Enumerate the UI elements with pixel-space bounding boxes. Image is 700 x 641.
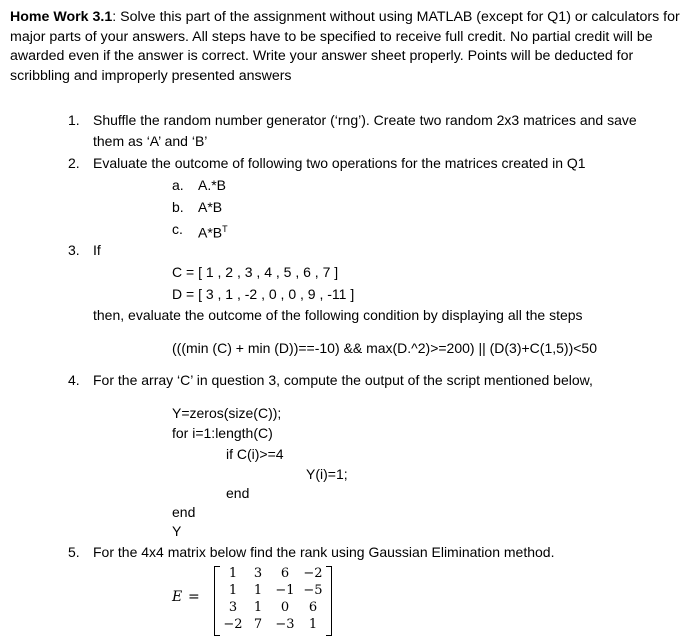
q5-number: 5. (68, 544, 80, 560)
q1-number: 1. (68, 112, 80, 128)
code-line: if C(i)>=4 (226, 446, 284, 462)
q3-number: 3. (68, 242, 80, 258)
q3-condition: (((min (C) + min (D))==-10) && max(D.^2)>=200) || (D(3)+C(1,5))<50 (172, 340, 597, 356)
matrix-cell: 3 (253, 566, 263, 581)
q2-a-text: A.*B (198, 177, 227, 193)
intro-paragraph (10, 8, 694, 86)
q2-number: 2. (68, 155, 80, 171)
matrix-cell: −5 (303, 583, 323, 598)
matrix-cell: 3 (228, 600, 238, 615)
matrix-cell: −3 (275, 617, 295, 632)
q3-d-definition: D = [ 3 , 1 , -2 , 0 , 0 , 9 , -11 ] (172, 286, 355, 302)
matrix-e (172, 565, 342, 637)
matrix-cell: −2 (223, 617, 243, 632)
code-line: end (172, 504, 196, 520)
q3-c-definition: C = [ 1 , 2 , 3 , 4 , 5 , 6 , 7 ] (172, 264, 339, 280)
q1-text-line1: Shuffle the random number generator (‘rng’). Create two random 2x3 matrices and save (93, 112, 637, 128)
matrix-name: E (172, 589, 183, 605)
matrix-cell: 1 (253, 600, 263, 615)
intro-text: : Solve this part of the assignment without using MATLAB (except for Q1) or calculators for major parts of your answers. All steps have to be specified to receive full credit. No partial credit will be awarded even if the answer is correct. Write your answer sheet properly. Points will be deducted for scribbling and improperly presented answers (10, 9, 680, 84)
q2-text: Evaluate the outcome of following two operations for the matrices created in Q1 (93, 155, 586, 171)
matrix-cell: 1 (253, 583, 263, 598)
q3-if: If (93, 242, 101, 258)
homework-title: Home Work 3.1 (10, 9, 113, 25)
transpose-sup: T (222, 224, 228, 234)
q5-text: For the 4x4 matrix below find the rank using Gaussian Elimination method. (93, 544, 555, 560)
q4-number: 4. (68, 372, 80, 388)
code-line: Y (172, 523, 182, 539)
matrix-equals: = (188, 589, 200, 605)
matrix-cell: 6 (308, 600, 318, 615)
matrix-cell: 0 (280, 600, 290, 615)
code-line: for i=1:length(C) (172, 425, 273, 441)
q2-c-text: A*B (198, 224, 223, 241)
code-line: Y(i)=1; (306, 466, 348, 482)
matrix-cell: −2 (303, 566, 323, 581)
q2-c-label: c. (172, 221, 183, 237)
matrix-cell: 7 (253, 617, 263, 632)
q4-text: For the array ‘C’ in question 3, compute the output of the script mentioned below, (93, 372, 593, 388)
matrix-cell: 6 (280, 566, 290, 581)
matrix-cell: 1 (228, 583, 238, 598)
q1-text-line2: them as ‘A’ and ‘B’ (93, 133, 208, 149)
matrix-cell: −1 (275, 583, 295, 598)
q2-b-text: A*B (198, 199, 223, 215)
q3-then-text: then, evaluate the outcome of the following condition by displaying all the steps (93, 307, 583, 323)
matrix-cell: 1 (228, 566, 238, 581)
matrix-grid (214, 566, 332, 634)
right-bracket (326, 566, 332, 636)
code-line: Y=zeros(size(C)); (172, 405, 282, 421)
matrix-cell: 1 (308, 617, 318, 632)
q2-a-label: a. (172, 177, 184, 193)
code-line: end (226, 485, 250, 501)
q2-c-item (198, 220, 228, 242)
q2-b-label: b. (172, 199, 184, 215)
